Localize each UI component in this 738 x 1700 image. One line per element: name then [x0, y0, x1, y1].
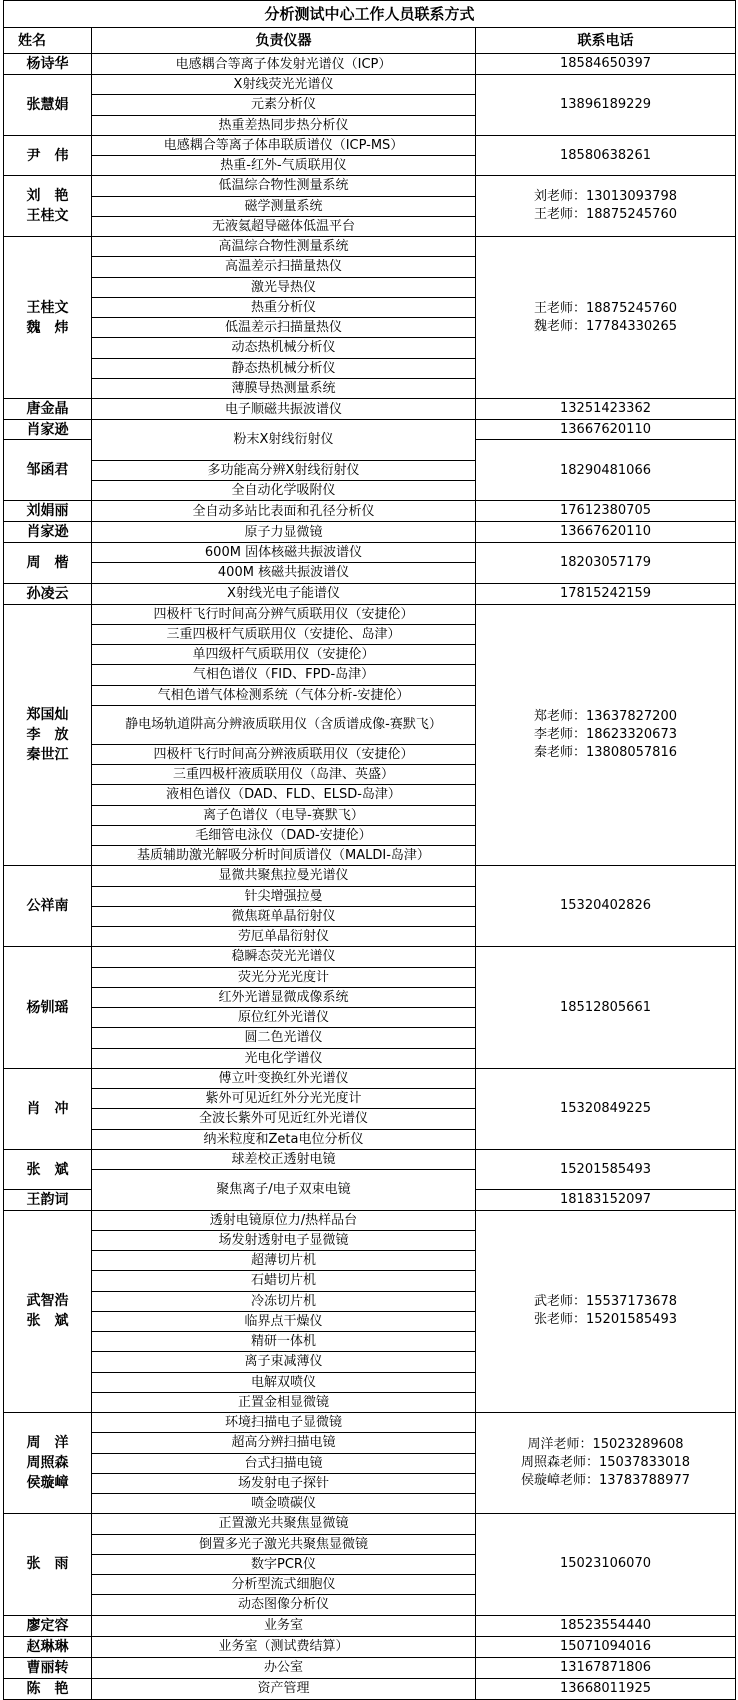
staff-name	[4, 522, 92, 543]
phone-cell-line: 郑老师：13637827200	[534, 708, 677, 724]
phone-cell: 15201585493	[476, 1149, 736, 1190]
instrument-cell: 毛细管电泳仪（DAD-安捷伦）	[92, 825, 476, 845]
phone-cell	[476, 75, 736, 136]
phone-cell-line: 王老师：18875245760	[534, 207, 677, 223]
instrument-cell: 600M 固体核磁共振波谱仪	[92, 543, 476, 563]
table-row	[4, 583, 736, 604]
instrument-cell: 业务室（测试费结算）	[92, 1636, 476, 1657]
instrument-cell: 动态热机械分析仪	[92, 338, 476, 358]
staff-name-line: 侯璇嶂	[26, 1475, 69, 1492]
instrument-cell: 超高分辨扫描电镜	[92, 1433, 476, 1453]
staff-name-line: 廖定容	[26, 1617, 69, 1634]
instrument-cell: 环境扫描电子显微镜	[92, 1413, 476, 1433]
instrument-cell: 三重四极杆液质联用仪（岛津、英盛）	[92, 765, 476, 785]
phone-cell	[476, 543, 736, 584]
phone-cell-line: 15320849225	[560, 1100, 651, 1116]
staff-name-line: 王桂文	[26, 299, 69, 316]
staff-name-line: 秦世江	[26, 746, 69, 763]
staff-name-line: 张慧娟	[26, 96, 69, 113]
phone-cell	[476, 866, 736, 947]
staff-name-line: 周 洋	[26, 1435, 69, 1452]
staff-name-line: 杨诗华	[26, 56, 69, 72]
instrument-cell: 临界点干燥仪	[92, 1311, 476, 1331]
instrument-cell: 磁学测量系统	[92, 196, 476, 216]
instrument-cell: 圆二色光谱仪	[92, 1028, 476, 1048]
instrument-cell: 热重分析仪	[92, 297, 476, 317]
phone-cell	[476, 399, 736, 420]
phone-cell	[476, 583, 736, 604]
phone-cell-line: 王老师：18875245760	[534, 300, 677, 316]
phone-cell	[476, 522, 736, 543]
instrument-cell: 场发射电子探针	[92, 1473, 476, 1493]
phone-cell: 13667620110	[476, 420, 736, 440]
table-row	[4, 1657, 736, 1678]
table-row	[4, 135, 736, 155]
table-row	[4, 522, 736, 543]
staff-name: 张 斌	[4, 1149, 92, 1190]
staff-name-line: 武智浩	[26, 1293, 69, 1310]
instrument-cell: 紫外可见近红外分光光度计	[92, 1089, 476, 1109]
staff-name: 邹函君	[4, 440, 92, 501]
instrument-cell: 正置金相显微镜	[92, 1392, 476, 1412]
staff-name	[4, 135, 92, 176]
instrument-cell: 荧光分光光度计	[92, 967, 476, 987]
staff-name-line: 周照森	[26, 1455, 69, 1472]
staff-name-line: 唐金晶	[26, 401, 69, 417]
instrument-cell: 稳瞬态荧光光谱仪	[92, 947, 476, 967]
header-name: 姓名	[4, 28, 92, 54]
instrument-cell: 离子色谱仪（电导-赛默飞）	[92, 805, 476, 825]
table-row	[4, 54, 736, 75]
instrument-cell: 数字PCR仪	[92, 1554, 476, 1574]
phone-cell-line: 13167871806	[560, 1659, 651, 1675]
instrument-cell: 光电化学谱仪	[92, 1048, 476, 1068]
phone-cell	[476, 1514, 736, 1615]
staff-name-line: 赵琳琳	[26, 1638, 69, 1655]
instrument-cell: X射线光电子能谱仪	[92, 583, 476, 604]
contact-table	[3, 0, 736, 1700]
phone-cell-line: 18203057179	[560, 554, 651, 570]
phone-cell-line: 13896189229	[560, 96, 651, 112]
instrument-cell: 400M 核磁共振波谱仪	[92, 563, 476, 583]
phone-cell	[476, 237, 736, 399]
phone-cell	[476, 1615, 736, 1636]
staff-name-line: 尹 伟	[26, 147, 69, 164]
staff-name-line: 周 楷	[26, 554, 69, 571]
staff-name	[4, 1068, 92, 1149]
instrument-cell: 电子顺磁共振波谱仪	[92, 399, 476, 420]
staff-name-line: 张 斌	[26, 1313, 69, 1330]
instrument-cell: 精研一体机	[92, 1332, 476, 1352]
instrument-cell: 三重四极杆气质联用仪（安捷伦、岛津）	[92, 624, 476, 644]
instrument-cell: 热重-红外-气质联用仪	[92, 156, 476, 176]
instrument-cell: 超薄切片机	[92, 1251, 476, 1271]
instrument-cell: 气相色谱气体检测系统（气体分析-安捷伦）	[92, 685, 476, 705]
instrument-cell: 动态图像分析仪	[92, 1595, 476, 1615]
phone-cell	[476, 604, 736, 866]
instrument-cell: 劳厄单晶衍射仪	[92, 927, 476, 947]
table-row	[4, 866, 736, 886]
staff-name	[4, 1678, 92, 1699]
instrument-cell: 静态热机械分析仪	[92, 358, 476, 378]
phone-cell	[476, 1068, 736, 1149]
instrument-cell: 纳米粒度和Zeta电位分析仪	[92, 1129, 476, 1149]
staff-name-line: 肖 冲	[26, 1100, 69, 1117]
instrument-cell: 电感耦合等离子体发射光谱仪（ICP）	[92, 54, 476, 75]
instrument-cell: 微焦斑单晶衍射仪	[92, 906, 476, 926]
phone-cell-line: 15320402826	[560, 898, 651, 914]
phone-cell	[476, 501, 736, 522]
table-row	[4, 1678, 736, 1699]
staff-name	[4, 75, 92, 136]
title-row	[4, 1, 736, 28]
phone-cell-line: 18512805661	[560, 999, 651, 1015]
phone-cell-line: 刘老师：13013093798	[534, 189, 677, 205]
instrument-cell: 资产管理	[92, 1678, 476, 1699]
instrument-cell: 透射电镜原位力/热样品台	[92, 1210, 476, 1230]
instrument-cell: 显微共聚焦拉曼光谱仪	[92, 866, 476, 886]
instrument-cell: 气相色谱仪（FID、FPD-岛津）	[92, 665, 476, 685]
staff-name-line: 张 雨	[26, 1556, 69, 1573]
instrument-cell: 四极杆飞行时间高分辨气质联用仪（安捷伦）	[92, 604, 476, 624]
staff-name	[4, 501, 92, 522]
instrument-cell: 办公室	[92, 1657, 476, 1678]
instrument-cell: 冷冻切片机	[92, 1291, 476, 1311]
phone-cell	[476, 176, 736, 237]
table-row	[4, 543, 736, 563]
instrument-cell: 激光导热仪	[92, 277, 476, 297]
table-row	[4, 501, 736, 522]
header-phone: 联系电话	[476, 28, 736, 54]
instrument-cell: 热重差热同步热分析仪	[92, 115, 476, 135]
instrument-cell: 台式扫描电镜	[92, 1453, 476, 1473]
phone-cell-line: 18523554440	[560, 1617, 651, 1633]
staff-name	[4, 1615, 92, 1636]
table-row	[4, 75, 736, 95]
instrument-cell: 石蜡切片机	[92, 1271, 476, 1291]
header-instrument: 负责仪器	[92, 28, 476, 54]
table-row	[4, 947, 736, 967]
instrument-cell: 场发射透射电子显微镜	[92, 1230, 476, 1250]
instrument-cell: 多功能高分辨X射线衍射仪	[92, 460, 476, 480]
phone-cell-line: 侯璇嶂老师：13783788977	[521, 1473, 690, 1489]
phone-cell	[476, 135, 736, 176]
staff-name-line: 肖家逊	[26, 524, 69, 540]
staff-name-line: 郑国灿	[26, 706, 69, 723]
phone-cell-line: 周洋老师：15023289608	[527, 1437, 684, 1453]
instrument-cell: 球差校正透射电镜	[92, 1149, 476, 1169]
staff-name-line: 李 放	[26, 726, 69, 743]
staff-name	[4, 1514, 92, 1615]
table-row	[4, 1413, 736, 1433]
instrument-cell: 喷金喷碳仪	[92, 1494, 476, 1514]
phone-cell-line: 17815242159	[560, 585, 651, 601]
phone-cell-line: 秦老师：13808057816	[534, 744, 677, 760]
staff-name	[4, 604, 92, 866]
staff-name	[4, 237, 92, 399]
instrument-cell: 原位红外光谱仪	[92, 1008, 476, 1028]
staff-name-line: 孙凌云	[26, 585, 69, 602]
table-row	[4, 1636, 736, 1657]
phone-cell	[476, 1636, 736, 1657]
table-row	[4, 420, 736, 440]
staff-name-line: 曹丽转	[26, 1659, 69, 1676]
instrument-cell: 业务室	[92, 1615, 476, 1636]
staff-name-line: 刘 艳	[26, 188, 69, 205]
phone-cell	[476, 1210, 736, 1413]
instrument-cell: 四极杆飞行时间高分辨液质联用仪（安捷伦）	[92, 744, 476, 764]
table-row	[4, 604, 736, 624]
phone-cell-line: 13251423362	[560, 401, 651, 416]
instrument-cell: X射线荧光光谱仪	[92, 75, 476, 95]
staff-name: 肖家逊	[4, 420, 92, 440]
table-row	[4, 1210, 736, 1230]
staff-name	[4, 1657, 92, 1678]
phone-cell-line: 李老师：18623320673	[534, 726, 677, 742]
staff-name	[4, 583, 92, 604]
instrument-cell: 元素分析仪	[92, 95, 476, 115]
phone-cell	[476, 1657, 736, 1678]
instrument-cell: 低温综合物性测量系统	[92, 176, 476, 196]
staff-name	[4, 176, 92, 237]
instrument-cell: 电感耦合等离子体串联质谱仪（ICP-MS）	[92, 135, 476, 155]
staff-name	[4, 399, 92, 420]
instrument-cell: 傅立叶变换红外光谱仪	[92, 1068, 476, 1088]
staff-name-line: 刘娟丽	[26, 503, 69, 519]
instrument-cell: 单四级杆气质联用仪（安捷伦）	[92, 645, 476, 665]
table-row	[4, 176, 736, 196]
instrument-cell: 无液氦超导磁体低温平台	[92, 216, 476, 236]
table-row	[4, 1068, 736, 1088]
instrument-cell: 全自动多站比表面和孔径分析仪	[92, 501, 476, 522]
instrument-cell: 基质辅助激光解吸分析时间质谱仪（MALDI-岛津）	[92, 846, 476, 866]
phone-cell-line: 魏老师：17784330265	[534, 318, 677, 334]
phone-cell-line: 15023106070	[560, 1556, 651, 1572]
phone-cell	[476, 947, 736, 1069]
phone-cell	[476, 54, 736, 75]
staff-name-line: 魏 炜	[26, 319, 69, 336]
table-row	[4, 237, 736, 257]
sheet-title: 分析测试中心工作人员联系方式	[4, 1, 736, 28]
phone-cell-line: 13668011925	[560, 1680, 651, 1696]
phone-cell-line: 17612380705	[560, 503, 651, 518]
instrument-cell: 离子束减薄仪	[92, 1352, 476, 1372]
phone-cell-line: 15071094016	[560, 1638, 651, 1654]
instrument-cell: 红外光谱显微成像系统	[92, 987, 476, 1007]
staff-name	[4, 543, 92, 584]
staff-name: 王韵词	[4, 1190, 92, 1210]
phone-cell	[476, 1678, 736, 1699]
staff-name	[4, 866, 92, 947]
table-row	[4, 1615, 736, 1636]
instrument-cell: 分析型流式细胞仪	[92, 1575, 476, 1595]
phone-cell-line: 18584650397	[560, 56, 651, 71]
instrument-cell: 高温综合物性测量系统	[92, 237, 476, 257]
table-row	[4, 399, 736, 420]
phone-cell-line: 周照森老师：15037833018	[521, 1455, 690, 1471]
phone-cell: 18183152097	[476, 1190, 736, 1210]
phone-cell: 18290481066	[476, 440, 736, 501]
staff-name-line: 王桂文	[26, 208, 69, 225]
instrument-cell: 高温差示扫描量热仪	[92, 257, 476, 277]
instrument-cell: 原子力显微镜	[92, 522, 476, 543]
instrument-cell: 静电场轨道阱高分辨液质联用仪（含质谱成像-赛默飞）	[92, 705, 476, 744]
header-row	[4, 28, 736, 54]
instrument-cell: 粉末X射线衍射仪	[92, 420, 476, 461]
staff-name-line: 陈 艳	[26, 1680, 69, 1697]
staff-name-line: 杨钏瑶	[26, 999, 69, 1016]
staff-name	[4, 1636, 92, 1657]
table-row	[4, 1514, 736, 1534]
staff-name	[4, 1210, 92, 1413]
staff-name	[4, 947, 92, 1069]
instrument-cell: 薄膜导热测量系统	[92, 378, 476, 398]
instrument-cell: 针尖增强拉曼	[92, 886, 476, 906]
staff-name-line: 公祥南	[26, 898, 69, 915]
phone-cell-line: 张老师：15201585493	[534, 1312, 677, 1328]
staff-name	[4, 1413, 92, 1514]
staff-name	[4, 54, 92, 75]
instrument-cell: 电解双喷仪	[92, 1372, 476, 1392]
phone-cell-line: 武老师：15537173678	[534, 1294, 677, 1310]
instrument-cell: 全自动化学吸附仪	[92, 480, 476, 500]
instrument-cell: 液相色谱仪（DAD、FLD、ELSD-岛津）	[92, 785, 476, 805]
table-row	[4, 1149, 736, 1169]
phone-cell	[476, 1413, 736, 1514]
instrument-cell: 倒置多光子激光共聚焦显微镜	[92, 1534, 476, 1554]
instrument-cell: 低温差示扫描量热仪	[92, 318, 476, 338]
instrument-cell: 正置激光共聚焦显微镜	[92, 1514, 476, 1534]
instrument-cell: 全波长紫外可见近红外光谱仪	[92, 1109, 476, 1129]
phone-cell-line: 13667620110	[560, 524, 651, 539]
instrument-cell: 聚焦离子/电子双束电镜	[92, 1170, 476, 1211]
phone-cell-line: 18580638261	[560, 147, 651, 163]
